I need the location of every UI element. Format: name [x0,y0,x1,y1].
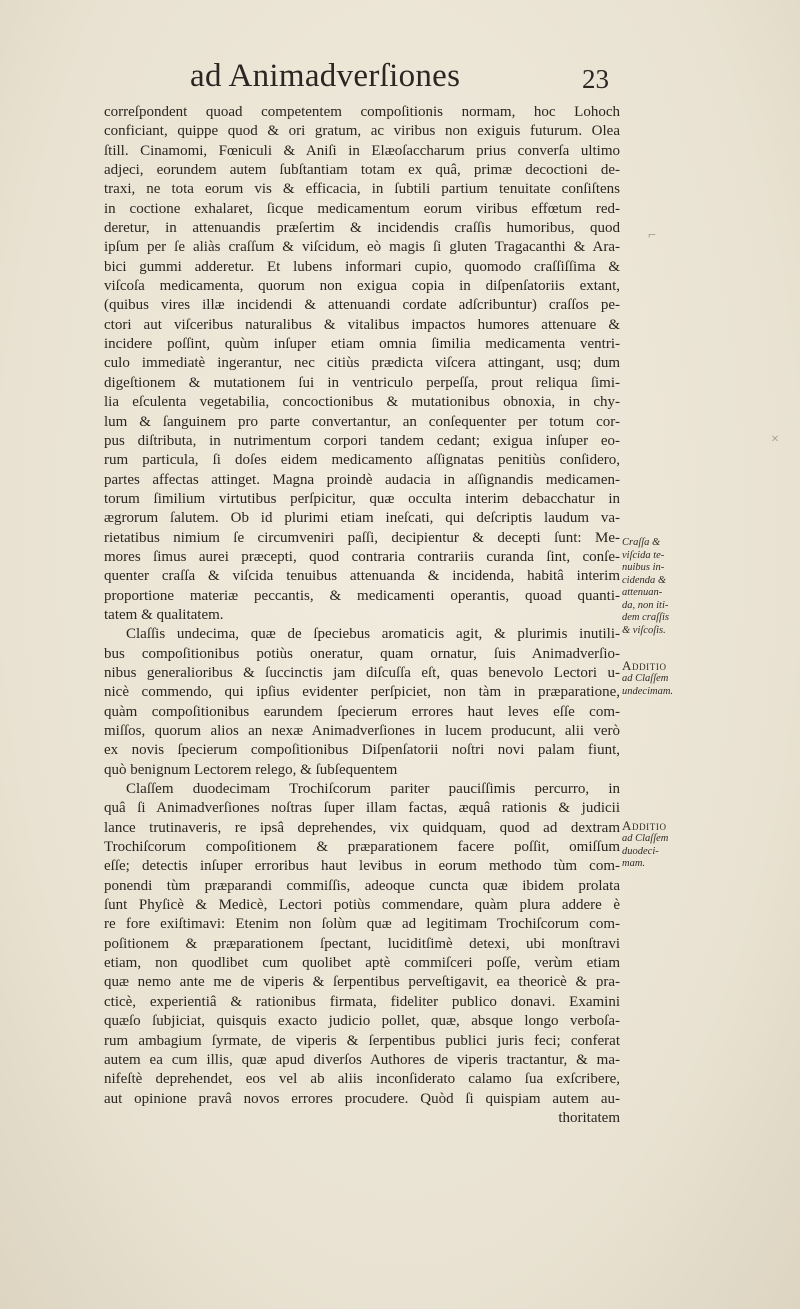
margin-note-line: & viſcoſis. [622,624,666,636]
text-line: bici gummi adderetur. Et lubens informari cupio, quomodo craſſiſſima & [104,258,620,275]
text-line: etiam, non quodlibet cum quolibet aptè commiſceri poſſe, verùm etiam [104,955,620,972]
text-line: correſpondent quoad competentem compoſitionis normam, hoc Lohoch [104,104,620,120]
margin-note-line: Craſſa & [622,537,661,548]
stray-mark: × [771,432,779,447]
text-line: lance trutinaveris, re ipsâ deprehendes, vix quidquam, quod ad dextram [104,819,620,836]
text-line: proportione materiæ peccantis, & medicamenti operantis, quoad quanti- [104,587,620,604]
text-line: Claſſem duodecimam Trochiſcorum pariter pauciſſimis percurro, in [126,781,620,798]
text-line: Claſſis undecima, quæ de ſpeciebus aromaticis agit, & plurimis inutili- [126,626,620,643]
text-line: ſunt Phyſicè & Medicè, Lectori potiùs commendare, quàm plura addere è [104,897,620,914]
text-line: ponendi tùm præparandi commiſſis, adeoque cuncta quæ ibidem prolata [104,877,620,894]
margin-note-line: ad Claſſem [622,673,669,684]
text-line: viſcoſa medicamenta, quorum non exigua copia in diſpenſatoriis extant, [104,278,620,295]
text-line: ex novis ſpecierum compoſitionibus Diſpenſatorii noſtri novi palam fiunt, [104,742,620,759]
text-line: poſitionem & præparationem ſpectant, luciditſimè detexi, ubi monſtravi [104,935,620,952]
text-line: rum ambagium ſyrmate, de viperis & ſerpentibus publici juris feci; conferat [104,1032,620,1049]
text-line: traxi, ne tota eorum vis & efficacia, in ſubtili partium tenuitate conſiſtens [104,181,620,198]
text-line: quenter craſſa & viſcida tenuibus attenuanda & incidenda, habitâ interim [104,568,620,585]
margin-note-line: mam. [622,858,646,869]
margin-note-heading: Additio [622,658,667,673]
text-line: pus diſtributa, in nutrimentum corpori tandem cedant; exigua inſuper eo- [104,432,620,449]
text-line: lum & ſanguinem pro parte convertantur, an conſequenter per totum cor- [104,413,620,430]
text-line: quàm compoſitionibus earundem ſpecierum errores haut leves eſſe com- [104,703,620,720]
text-line: quò benignum Lectorem relego, & ſubſequentem [104,761,398,778]
stray-mark: ⌐ [648,228,656,243]
margin-note-line: undecimam. [622,685,674,697]
margin-note-line: da, non iti- [622,599,669,611]
margin-note-line: cidenda & [622,574,667,586]
margin-note-line: dem craſſis [622,612,669,623]
margin-note-line: viſcida te- [622,549,665,561]
page-header [0,58,800,102]
margin-note-additio-duodecima [622,818,700,871]
text-line: torum ſimilium virtutibus perſpicitur, quæ occulta interim debacchatur in [104,490,620,507]
text-line: ipſum per ſe aliàs craſſum & viſcidum, eò magis ſi gluten Tragacanthi & Ara- [104,239,620,256]
text-line: ſtill. Cinamomi, Fœniculi & Aniſi in Elæoſaccharum prius converſa ultimo [104,142,620,159]
text-line: nifeſtè deprehendet, eos vel ab aliis inconſiderato calamo ſua exſcribere, [104,1071,620,1088]
text-line: (quibus vires illæ incidendi & attenuandi cordate adſcribuntur) craſſos pe- [104,297,620,314]
text-line: ctori aut viſceribus naturalibus & vitalibus impactos humores attenuare & [104,316,620,333]
margin-note-crassa [622,537,700,637]
margin-note-additio-undecima [622,658,700,698]
margin-note-line: ad Claſſem [622,833,669,844]
text-line: rietatibus nimium ſe circumveniri paſſi, decipientur & decepti ſunt: Me- [104,529,620,546]
body-text [104,103,620,1128]
text-line: autem ea cum illis, quæ apud diverſos Authores de viperis tractantur, & ma- [104,1051,620,1068]
text-line: deretur, in attenuandis præſertim & incidendis craſſis humoribus, quod [104,220,620,237]
text-line: mores ſimus aurei præcepti, quod contraria contrariis curanda ſint, conſe- [104,548,620,565]
text-line: Trochiſcorum compoſitionem & præparationem facere poſſit, omiſſum [104,839,620,856]
text-line: ægrorum ſalutem. Ob id plurimi etiam ineſcati, qui deſcriptis laudum va- [104,510,620,527]
margin-note-line: attenuan- [622,587,663,598]
text-line: nibus generalioribus & ſuccinctis jam diſcuſſa eſt, quas benevolo Lectori u- [104,664,620,681]
text-line: aut opinione pravâ novos errores procudere. Quòd ſi quispiam autem au- [104,1090,620,1107]
text-line: tatem & qualitatem. [104,606,224,623]
text-line: eſſe; detectis inſuper erroribus haut levibus in eorum methodo tùm com- [104,858,620,875]
text-line: culo immediatè ingerantur, nec citiùs prædicta viſcera attingant, usq; dum [104,355,620,372]
text-line: partes affectas attinget. Magna proindè audacia in aſſignandis medicamen- [104,471,620,488]
running-title: ad Animadverſiones [190,58,461,94]
text-line: conficiant, quippe quod & ori gratum, ac viribus non exiguis futurum. Olea [104,123,620,140]
text-line: re fore exiſtimavi: Etenim non ſolùm quæ ad legitimam Trochiſcorum com- [104,916,620,933]
page-number: 23 [582,64,609,94]
text-line: incidere poſſint, quùm inſuper etiam omnia ſimilia medicamenta ventri- [104,336,620,353]
text-line: quâ ſi Animadverſiones noſtras ſuper illam factas, æquâ rationis & judicii [104,800,620,817]
text-line: rum particula, ſi doſes eidem medicamento aſſignatas penitiùs conſidero, [104,452,620,469]
text-line: digeſtionem & mutationem ſui in ventriculo perpeſſa, prout reliqua ſimi- [104,374,620,391]
text-line: in coctione exhalaret, ſicque medicamentum eorum viribus effœtum red- [104,200,620,217]
margin-note-heading: Additio [622,818,667,833]
text-line: adjeci, eorundem autem ſubſtantiam totam ex quâ, primæ decoctioni de- [104,162,620,179]
text-line: lia eſculenta vegetabilia, concoctionibus & mutationibus obnoxia, in chy- [104,394,620,411]
text-line: bus compoſitionibus potiùs oneratur, quam ornatur, ſuis Animadverſio- [104,645,620,662]
margin-note-line: nuibus in- [622,562,665,573]
text-line: cticè, experientiâ & rationibus firmata, fideliter publico donavi. Examini [104,993,620,1010]
text-line: quæſo ſubjiciat, quisquis exacto judicio pollet, quæ, absque longo verboſa- [104,1013,620,1030]
text-line: thoritatem [558,1109,620,1126]
text-line: miſſos, quorum alios an nexæ Animadverſiones in lucem producunt, alii verò [104,723,620,739]
text-line: nicè commendo, qui ipſius evidenter perſpiciet, non tàm in præparatione, [104,684,620,701]
margin-note-line: duodeci- [622,845,659,857]
text-line: quæ nemo ante me de viperis & ſerpentibus perveſtigavit, ea theoricè & pra- [104,974,620,991]
